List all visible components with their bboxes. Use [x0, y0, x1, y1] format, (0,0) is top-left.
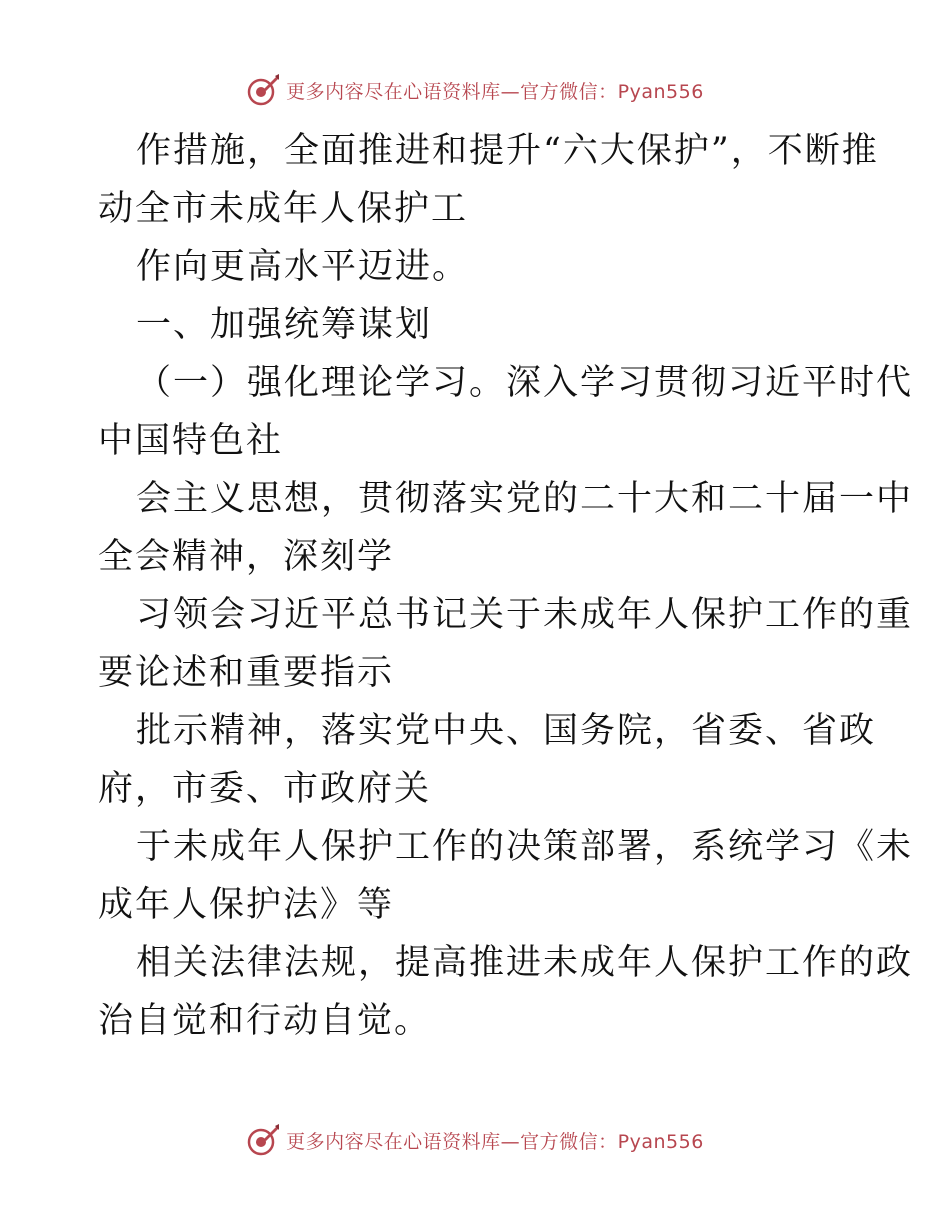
pen-logo-icon [246, 1123, 280, 1157]
footer-watermark [0, 1122, 950, 1158]
text-line: 批示精神，落实党中央、国务院，省委、省政 [136, 711, 877, 751]
text-line: 动全市未成年人保护工 [98, 189, 469, 229]
text-line: 相关法律法规，提高推进未成年人保护工作的政 [136, 943, 914, 983]
text-line: 习领会习近平总书记关于未成年人保护工作的重 [136, 595, 914, 635]
watermark-text: 更多内容尽在心语资料库—官方微信：Pyan556 [286, 80, 704, 103]
document-body [98, 122, 914, 1050]
header-watermark [0, 72, 950, 108]
text-line: 治自觉和行动自觉。 [98, 1001, 432, 1041]
text-line: 于未成年人保护工作的决策部署，系统学习《未 [136, 827, 914, 867]
pen-logo-icon [246, 73, 280, 107]
text-line: 府，市委、市政府关 [98, 769, 432, 809]
text-line: 一、加强统筹谋划 [136, 305, 433, 345]
text-line: （一）强化理论学习。深入学习贯彻习近平时代 [136, 363, 914, 403]
text-line: 全会精神，深刻学 [98, 537, 395, 577]
text-line: 作向更高水平迈进。 [136, 247, 470, 287]
text-line: 作措施，全面推进和提升“六大保护”，不断推 [136, 131, 879, 171]
text-line: 中国特色社 [98, 421, 284, 461]
text-line: 成年人保护法》等 [98, 885, 395, 925]
text-line: 要论述和重要指示 [98, 653, 395, 693]
watermark-text: 更多内容尽在心语资料库—官方微信：Pyan556 [286, 1130, 704, 1153]
text-line: 会主义思想，贯彻落实党的二十大和二十届一中 [136, 479, 914, 519]
